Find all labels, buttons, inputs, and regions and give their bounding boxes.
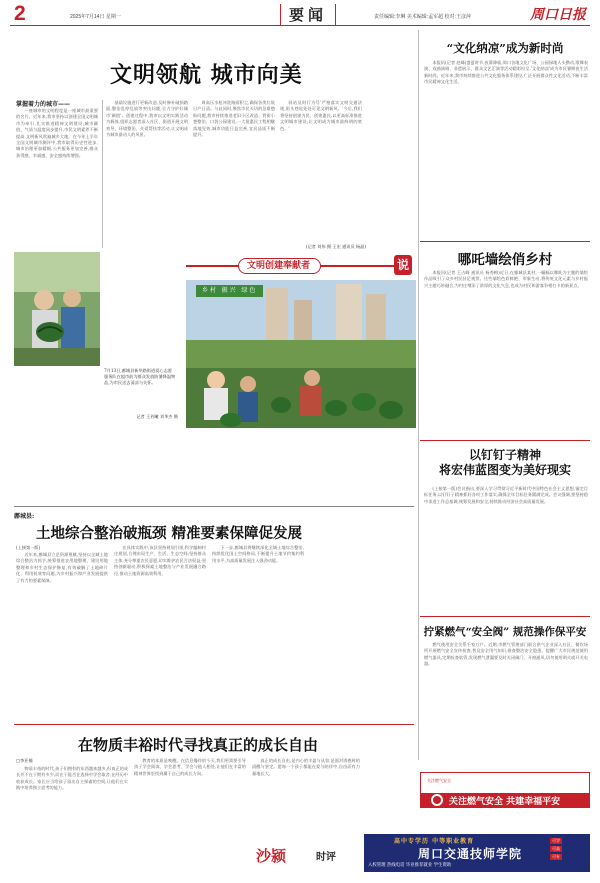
editor-credits: 责任编辑:李琳 美术编辑:孟军超 校对:王彦萍 <box>374 14 471 20</box>
county-subtitle: (上接第一版) <box>16 545 41 550</box>
photo-watermelon-harvest <box>186 280 416 428</box>
page-number: 2 <box>14 2 26 25</box>
school-ad <box>364 834 590 872</box>
footer-subsection: 时评 <box>316 852 336 863</box>
gas-safety-ad <box>420 772 590 808</box>
school-ad-footer: 入校管理 热线电话 毕业推荐就业 学生资助 <box>368 863 452 868</box>
spirit-body: (上接第一版)会议指出,要深入学习贯彻习近平新时代中国特色社会主义思想,锚定目标任务,以钉钉子精神抓好各项工作落实,确保全年目标任务圆满完成。会议强调,要坚持稳中求进工作总基调,统筹发展和安全,持续推动经济社会高质量发展。 <box>424 486 588 504</box>
gas-ad-small-text: 关注燃气安全 <box>427 778 451 783</box>
gas-ad-slogan: 关注燃气安全 共建幸福平安 <box>449 797 561 807</box>
right-rule-3 <box>420 616 590 617</box>
essay-rule <box>14 724 414 725</box>
column-divider <box>102 100 103 248</box>
section-title: 要闻 <box>280 4 336 25</box>
school-ad-badge-3: 可专 <box>552 854 560 859</box>
essay-column-3: 真正的成长自由,是内心的丰盈与从容,是面对诱惑时的清醒与坚定。愿每一个孩子都能在爱与陪伴中,自由而有力量地长大。 <box>252 758 360 776</box>
banner-label: 文明创建奉献者 <box>238 258 321 274</box>
school-ad-tagline: 高中专学历 中等职业教育 <box>394 838 475 845</box>
lead-column-2: 基础设施进行更新改造,及时修补破损路面,整治乱停乱放等突出问题,全力守护好城市'颜值'。创建过程中,我市以文明实践活动为载体,组织志愿者深入社区、街道开展文明劝导、环境整治、关爱帮扶等活动,让文明成为城市最动人的风景。 <box>106 100 188 138</box>
essay-column-2: 教育的本质是唤醒。在信息爆炸的今天,我们更需要引导孩子学会阅读、学会思考、学会与他人相处,让他们在丰富的精神世界里找到属于自己的成长方向。 <box>134 758 246 776</box>
county-column-3: 下一步,鄌城县将继续深化全域土地综合整治,持续优化国土空间格局,不断提升土地节约集约利用水平,为高质量发展注入强劲动能。 <box>212 545 304 563</box>
footer-section-name: 沙颍 <box>256 847 287 865</box>
photo-volunteer-caption: 7月13日,鄌城县新华路街道爱心志愿服务队在超市前为群众发放防暑降温物品,为市民送去清凉与关怀。 <box>104 368 176 385</box>
gas-body: 燃气使用安全关系千家万户。近期,市燃气管理部门联合供气企业深入社区、餐饮场所开展燃气安全宣传检查,普及安全用气知识,排查整治安全隐患。提醒广大市民规范使用燃气器具,定期检查软管,发现燃气泄漏要及时关闭阀门、开窗通风,切勿使用明火或开关电器。 <box>424 642 588 667</box>
county-column-1: 近年来,鄌城县立足资源禀赋,坚持以全域土地综合整治为抓手,统筹推进农用地整理、建设用地整理和乡村生态保护修复,有效破解了土地碎片化、利用低效等问题,为乡村振兴和产业发展提供了有力的要素保障。 <box>16 552 108 583</box>
school-ad-badge-2: 可高 <box>552 846 560 851</box>
lead-column-3: 周高压水枪冲洗路面积尘,确保各类垃圾日产日清。与此同时,聚焦市民关切的急难愁盼问题,我市持续推进老旧小区改造、背街小巷整治、口袋公园建设,一大批惠民工程相继落地见效,城市功能日益完善,宜居品质不断提升。 <box>193 100 275 138</box>
photo-volunteer-credit: 记者 王若曦 刘华杰 摄 <box>136 414 178 419</box>
county-column-2: 在具体实践中,该县坚持规划引领,科学编制村庄规划,合理布局生产、生活、生态空间;坚持群众主体,充分尊重农民意愿,切实维护农民合法权益;坚持创新驱动,积极探索土地整治与产业发展融合路径,推动土地资源高效利用。 <box>114 545 206 576</box>
section-rule <box>14 506 414 507</box>
culture-headline: “文化纳凉”成为新时尚 <box>446 41 564 55</box>
right-rule-1 <box>420 241 590 242</box>
right-rule-2 <box>420 440 590 441</box>
lead-credit: (记者 刘伟 摄 王宏 通讯员 杨晶) <box>305 244 366 249</box>
photo-volunteer <box>14 252 100 366</box>
gas-headline: 拧紧燃气“安全阀” 规范操作保平安 <box>423 626 587 638</box>
civility-banner <box>186 258 412 274</box>
lead-column-4: 驿站及时行为号'严格落实文明交通法规,街头巷尾处处可见文明新风。'今后,我们将坚持创建为民、创建惠民,以更高标准推进文明城市建设,让文明成为城市最鲜明的底色。' <box>280 100 362 131</box>
mural-body: 本报讯(记者 王占峰 通讯员 杨秀梅)近日,在鄌城县某村,一幅幅以哪吒为主题的墙绘作品吸引了众多村民驻足观赏。这些墙绘色彩鲜艳、形象生动,将传统文化元素与乡村振兴主题巧妙融合,为村庄增添了浓厚的文化气息,也成为村民和游客争相打卡的新景点。 <box>424 270 588 288</box>
spirit-headline: 以钉钉子精神 将宏伟蓝图变为美好现实 <box>438 448 571 477</box>
school-ad-badge-1: 可学 <box>552 838 560 843</box>
mural-headline: 哪吒墙绘俏乡村 <box>457 252 553 268</box>
lead-headline: 文明领航 城市向美 <box>110 62 303 88</box>
newspaper-logo: 周口日报 <box>530 7 586 23</box>
essay-author: □李亚楠 <box>16 758 33 763</box>
school-ad-name: 周口交通技师学院 <box>418 847 523 861</box>
issue-date: 2025年7月14日 星期一 <box>70 14 121 20</box>
county-headline: 土地综合整治破瓶颈 精准要素保障促发展 <box>36 525 303 542</box>
photo-theme-tag: 乡村 振兴 绿色 <box>196 285 263 297</box>
county-dateline: 鄌城县: <box>14 513 35 520</box>
right-column-divider <box>418 30 419 760</box>
gas-ad-logo-icon <box>431 794 443 806</box>
masthead <box>10 4 590 26</box>
lead-kicker: 掌握着力的城市—— <box>16 101 71 108</box>
essay-headline: 在物质丰裕时代寻找真正的成长自由 <box>78 736 319 754</box>
gas-ad-band <box>421 793 589 807</box>
lead-column-1: 一座城市的文明程度是一座城市最重要的名片。近年来,我市坚持以创建全国文明城市为牵引,扎实推进精神文明建设,城市颜值、气质与温度同步提升,市民文明素养不断提高,文明新风吹遍城乡大地。在今年上半年全国文明城市测评中,我市取得历史性进步,城市治理更加精细,公共服务更加完善,群众获得感、幸福感、安全感持续增强。 <box>16 108 98 158</box>
banner-seal: 说 <box>394 255 412 275</box>
essay-column-1: 物质丰裕的时代,孩子们拥有的东西越来越多,但真正的成长并不在于拥有多少,而在于能否在选择中学会取舍,在经历中收获成长。家长应当给孩子留出自主探索的空间,让他们在实践中培养独立思考的能力。 <box>16 766 128 791</box>
culture-body: 本报讯(记者 赵峰)盛夏时节,夜幕降临,周口各地文化广场、公园绿地人头攒动,歌舞表演、戏曲演唱、非遗展示、群众文艺汇演等活动精彩纷呈,'文化纳凉'成为市民暑期夜生活新时尚。近年来,我市持续推进公共文化服务体系建设,广泛开展群众性文化活动,不断丰富市民精神文化生活。 <box>424 60 588 85</box>
